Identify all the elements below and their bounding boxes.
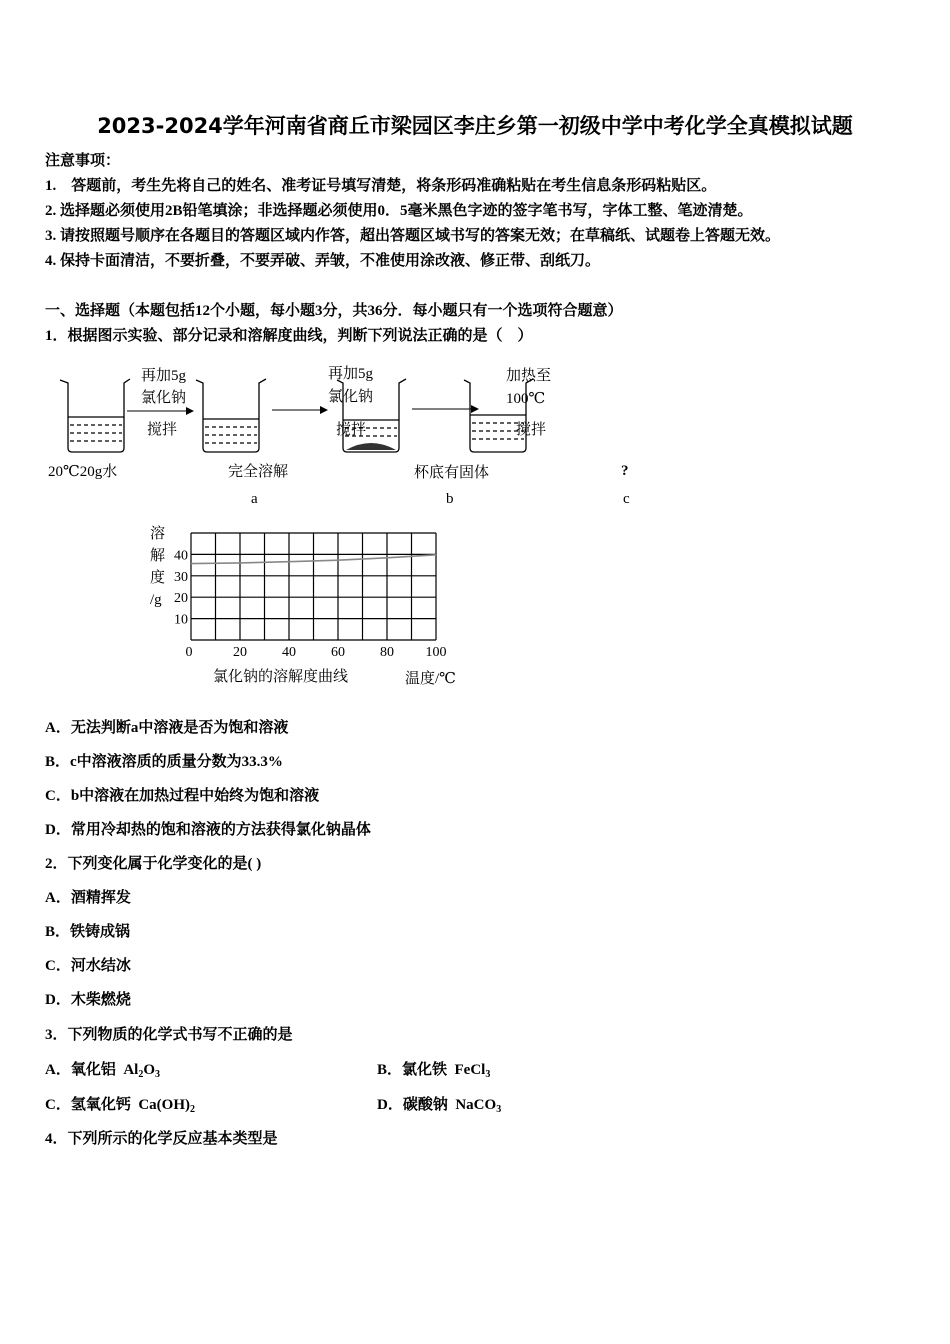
beaker-a bbox=[196, 379, 266, 452]
arrow-3-label: 100℃ bbox=[506, 391, 546, 407]
page-title: 2023-2024学年河南省商丘市梁园区李庄乡第一初级中学中考化学全真模拟试题 bbox=[97, 114, 853, 138]
x-tick-label: 20 bbox=[233, 645, 247, 660]
beaker-start bbox=[60, 379, 130, 452]
arrow-2-label: 再加5g bbox=[328, 366, 374, 382]
arrow-1-label: 再加5g bbox=[141, 368, 187, 384]
x-axis-label: 温度/℃ bbox=[405, 671, 456, 687]
q3-option-d: D．碳酸钠 NaCO$_3$ bbox=[377, 1097, 502, 1115]
arrow-2-label: 氯化钠 bbox=[328, 389, 374, 405]
beaker-c-letter: c bbox=[623, 491, 630, 507]
question-1-stem: 1．根据图示实验、部分记录和溶解度曲线，判断下列说法正确的是（ ） bbox=[45, 328, 533, 344]
x-tick-label: 80 bbox=[380, 645, 394, 660]
q1-option-b: B．c中溶液溶质的质量分数为33.3% bbox=[45, 754, 283, 770]
beaker-a-letter: a bbox=[251, 491, 258, 507]
note-item: 4. 保持卡面清洁，不要折叠，不要弄破、弄皱，不准使用涂改液、修正带、刮纸刀。 bbox=[45, 253, 601, 269]
y-tick-label: 40 bbox=[174, 548, 188, 564]
x-tick-label: 40 bbox=[282, 645, 296, 660]
q2-option-b: B．铁铸成锅 bbox=[45, 924, 131, 940]
y-axis-label: 度 bbox=[150, 570, 166, 586]
question-2-stem: 2．下列变化属于化学变化的是( ) bbox=[45, 856, 262, 872]
y-axis-label: 解 bbox=[150, 548, 166, 564]
q3-option-a: A．氧化铝 $Al_2O_3$ bbox=[45, 1062, 161, 1080]
solid-precipitate bbox=[346, 443, 396, 450]
beaker-a-label: 完全溶解 bbox=[228, 464, 289, 480]
solubility-chart bbox=[140, 520, 480, 695]
q3-option-c: C．氢氧化钙 $Ca(OH)_2$ bbox=[45, 1097, 196, 1115]
y-tick-label: 30 bbox=[174, 569, 188, 585]
x-tick-label: 60 bbox=[331, 645, 345, 660]
question-3-stem: 3．下列物质的化学式书写不正确的是 bbox=[45, 1027, 293, 1043]
chart-title: 氯化钠的溶解度曲线 bbox=[213, 669, 349, 685]
q1-option-d: D．常用冷却热的饱和溶液的方法获得氯化钠晶体 bbox=[45, 822, 371, 838]
note-item: 2. 选择题必须使用2B铅笔填涂；非选择题必须使用0．5毫米黑色字迹的签字笔书写，字体工整、笔迹清楚。 bbox=[45, 203, 753, 219]
arrow-2-label: 搅拌 bbox=[336, 422, 367, 438]
x-tick-label: 0 bbox=[185, 645, 193, 660]
section-heading: 一、选择题（本题包括12个小题，每小题3分，共36分．每小题只有一个选项符合题意） bbox=[45, 303, 623, 319]
question-4-stem: 4．下列所示的化学反应基本类型是 bbox=[45, 1131, 278, 1147]
q2-option-a: A．酒精挥发 bbox=[45, 890, 131, 906]
q2-option-c: C．河水结冰 bbox=[45, 958, 131, 974]
note-item: 1. 答题前，考生先将自己的姓名、准考证号填写清楚，将条形码准确粘贴在考生信息条形码粘贴区。 bbox=[45, 178, 717, 194]
y-axis-label: /g bbox=[150, 592, 162, 608]
beaker-b-letter: b bbox=[446, 491, 454, 507]
y-tick-label: 20 bbox=[174, 591, 188, 607]
x-tick-label: 100 bbox=[425, 645, 447, 660]
arrow-3-label: 搅拌 bbox=[516, 422, 547, 438]
q1-option-a: A．无法判断a中溶液是否为饱和溶液 bbox=[45, 720, 289, 736]
q2-option-d: D．木柴燃烧 bbox=[45, 992, 131, 1008]
notes-heading: 注意事项： bbox=[45, 153, 121, 169]
beaker-b-label: 杯底有固体 bbox=[414, 465, 490, 481]
start-label: 20℃20g水 bbox=[48, 464, 118, 480]
arrow-1-label: 搅拌 bbox=[147, 422, 178, 438]
note-item: 3. 请按照题号顺序在各题目的答题区域内作答，超出答题区域书写的答案无效；在草稿纸、试题卷上答题无效。 bbox=[45, 228, 781, 244]
y-axis-label: 溶 bbox=[150, 526, 166, 542]
q3-option-b: B．氯化铁 FeCl$_3$ bbox=[377, 1062, 491, 1080]
q1-option-c: C．b中溶液在加热过程中始终为饱和溶液 bbox=[45, 788, 320, 804]
arrow-1-label: 氯化钠 bbox=[141, 390, 187, 406]
y-tick-label: 10 bbox=[174, 612, 188, 628]
arrow-2 bbox=[0, 360, 230, 410]
arrow-3-label: 加热至 bbox=[506, 368, 552, 384]
experiment-diagram bbox=[0, 360, 700, 520]
beaker-c-label: ? bbox=[621, 463, 629, 479]
